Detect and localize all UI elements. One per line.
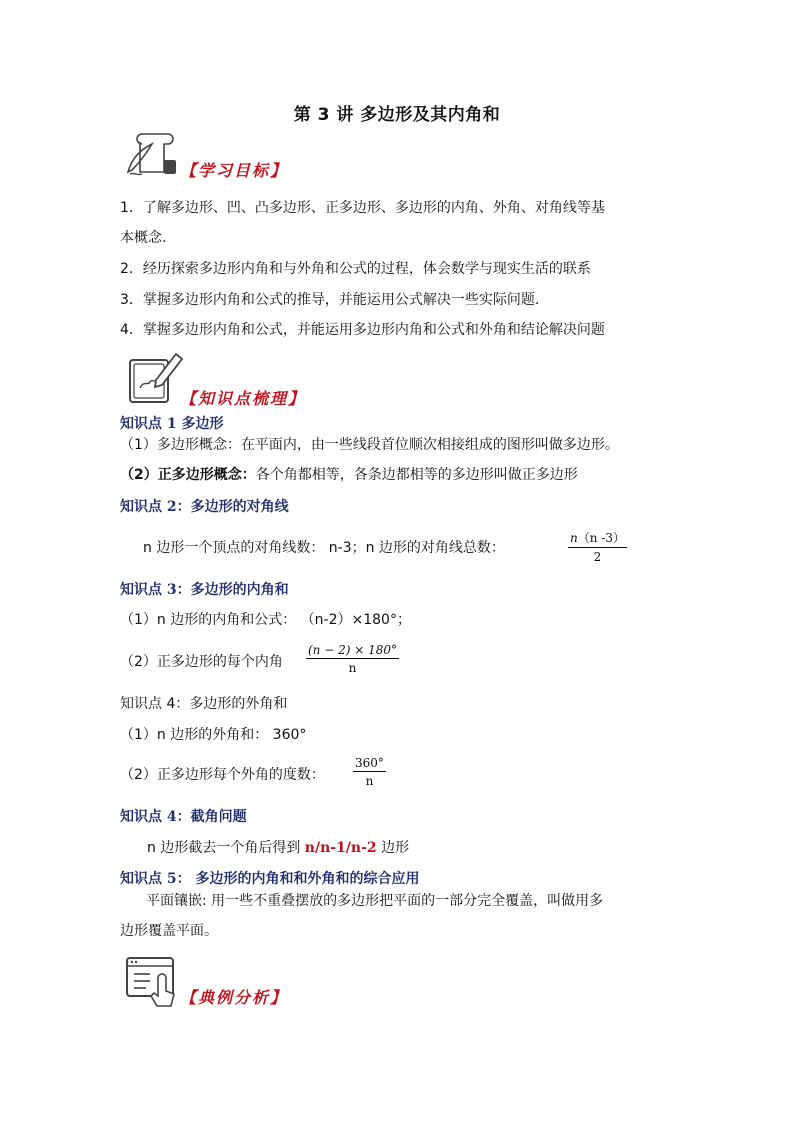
section-header-examples: 【典例分析】 [180, 988, 289, 1007]
knowledge-text: （1）多边形概念：在平面内，由一些线段首位顺次相接组成的图形叫做多边形。 [120, 437, 619, 453]
exterior-angle-fraction: 360° n [355, 756, 384, 788]
knowledge-text: （1）n 边形的外角和： 360° [120, 727, 307, 743]
knowledge-text: 边形覆盖平面。 [120, 923, 218, 939]
goal-line: 4．掌握多边形内角和公式，并能运用多边形内角和公式和外角和结论解决问题 [120, 322, 605, 338]
knowledge-heading: 知识点 4：截角问题 [120, 809, 247, 825]
knowledge-text: （1）n 边形的内角和公式： （n-2）×180°； [120, 612, 411, 628]
browser-pointer-icon [124, 954, 182, 1010]
goal-line: 3．掌握多边形内角和公式的推导，并能运用公式解决一些实际问题. [120, 292, 540, 308]
diagonal-count-fraction: n（n -3） 2 [570, 531, 625, 564]
knowledge-text: 平面镶嵌: 用一些不重叠摆放的多边形把平面的一部分完全覆盖，叫做用多 [146, 893, 604, 909]
goal-line: 2．经历探索多边形内角和与外角和公式的过程，体会数学与现实生活的联系 [120, 261, 591, 277]
knowledge-text: （2）正多边形的每个内角 [120, 654, 283, 670]
section-header-goals: 【学习目标】 [180, 161, 289, 180]
quill-scroll-icon [122, 128, 180, 180]
knowledge-heading: 知识点 1 多边形 [120, 416, 224, 432]
result-sides: n/n-1/n-2 [304, 840, 377, 856]
knowledge-heading-plain: 知识点 4：多边形的外角和 [120, 696, 288, 712]
pencil-notepad-icon [126, 350, 184, 408]
knowledge-text: （2）正多边形每个外角的度数： [120, 767, 325, 783]
goal-line: 1．了解多边形、凹、凸多边形、正多边形、多边形的内角、外角、对角线等基 [120, 200, 605, 216]
knowledge-text [120, 465, 578, 485]
section-header-knowledge: 【知识点梳理】 [180, 389, 307, 408]
knowledge-heading: 知识点 2：多边形的对角线 [120, 499, 289, 515]
regular-polygon-label: （2）正多边形概念： [120, 467, 256, 483]
page-title: 第 3 讲 多边形及其内角和 [293, 105, 501, 125]
interior-angle-fraction: (n − 2) × 180° n [308, 643, 397, 675]
knowledge-text: n 边形一个顶点的对角线数： n-3；n 边形的对角线总数： [143, 540, 505, 556]
goal-line: 本概念. [120, 230, 167, 246]
knowledge-heading: 知识点 3：多边形的内角和 [120, 582, 289, 598]
knowledge-text: n 边形截去一个角后得到 n/n-1/n-2 边形 [147, 840, 410, 856]
knowledge-heading: 知识点 5： 多边形的内角和和外角和的综合应用 [120, 871, 420, 887]
regular-polygon-definition: 各个角都相等，各条边都相等的多边形叫做正多边形 [255, 467, 578, 483]
